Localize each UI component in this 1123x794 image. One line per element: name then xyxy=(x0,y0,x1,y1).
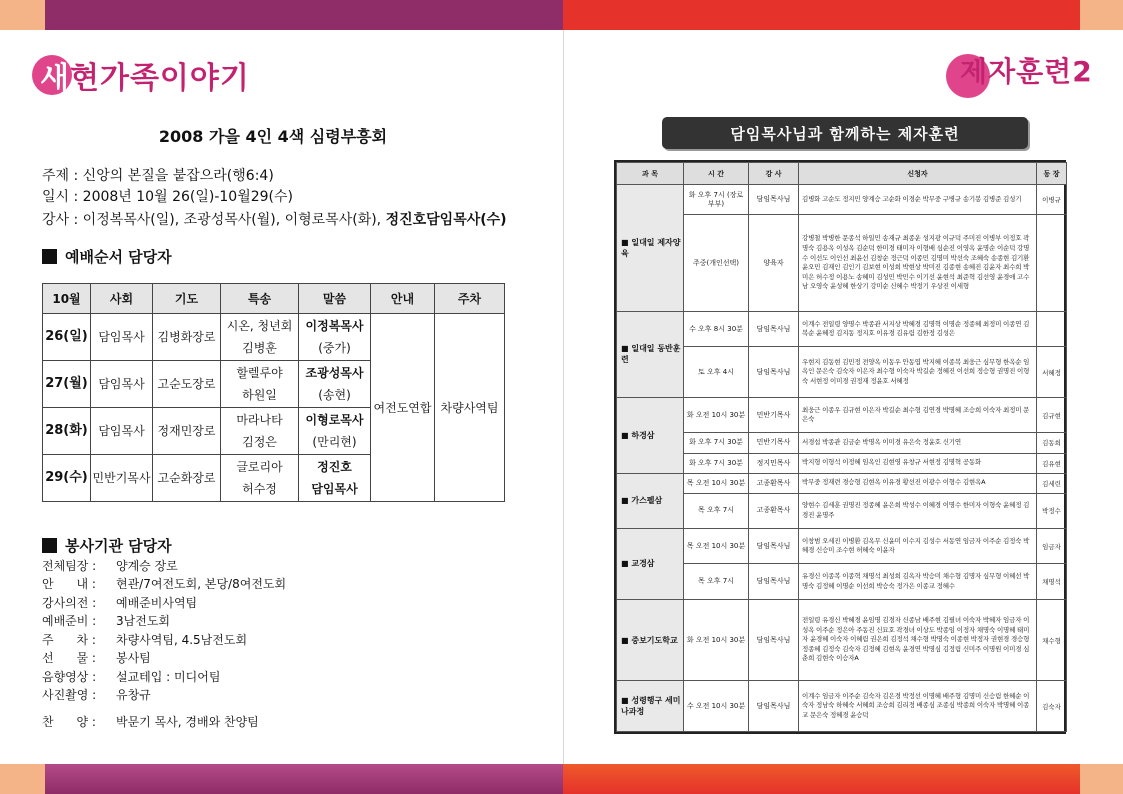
time-cell: 주중(개인선택) xyxy=(684,215,749,312)
list-item xyxy=(42,556,286,575)
list-item xyxy=(42,712,286,731)
header-cell: 시 간 xyxy=(684,163,749,185)
theme-line xyxy=(42,165,274,185)
leader-cell: 담임목사님 xyxy=(749,599,799,680)
subject-cell: ■ 일대일 제자양육 xyxy=(617,185,684,312)
list-item xyxy=(42,667,286,686)
special-line: 글로리아 xyxy=(236,460,283,474)
special-cell xyxy=(221,408,299,455)
date-cell: 28(화) xyxy=(43,408,91,455)
time-cell: 목 오전 10시 30분 xyxy=(684,529,749,564)
note-cell: 김동희 xyxy=(1037,433,1067,453)
schedule-header-row xyxy=(43,284,505,314)
host-cell: 민반기목사 xyxy=(91,455,153,502)
preacher-church: (송현) xyxy=(318,388,351,402)
header-cell: 주차 xyxy=(435,284,505,314)
preacher-church: 담임목사 xyxy=(311,482,358,496)
staff-value: 차량사역팀, 4.5남전도회 xyxy=(116,632,248,647)
names-cell: 서경섭 박종관 김금순 박명옥 이미경 유은숙 정윤호 신기연 xyxy=(799,433,1037,453)
list-item xyxy=(42,575,286,594)
staff-value: 예배준비사역팀 xyxy=(116,595,198,610)
family-story-logo xyxy=(32,52,250,98)
host-cell: 담임목사 xyxy=(91,361,153,408)
list-item xyxy=(42,593,286,612)
service-section-label: 봉사기관 담당자 xyxy=(65,537,172,555)
special-cell xyxy=(221,361,299,408)
leader-cell: 정지민목사 xyxy=(749,453,799,473)
leader-cell: 고종환목사 xyxy=(749,493,799,528)
preacher-name: 정진호 xyxy=(317,460,352,474)
square-bullet-icon xyxy=(42,538,57,553)
staff-role: 음향영상 : xyxy=(42,669,97,684)
list-item xyxy=(42,630,286,649)
time-cell: 화 오전 10시 30분 xyxy=(684,398,749,433)
names-cell: 최웅근 이종우 김규현 이은자 박길순 최수형 김연경 박명혜 조승희 이숙자 최정미 문은숙 xyxy=(799,398,1037,433)
speakers-bold: 정진호담임목사(수) xyxy=(385,212,507,228)
date-line xyxy=(42,186,293,206)
header-cell: 강 사 xyxy=(749,163,799,185)
special-line: 마라나타 xyxy=(236,413,283,427)
table-row xyxy=(617,681,1067,732)
preacher-church: (중가) xyxy=(318,341,351,355)
time-cell: 수 오후 8시 30분 xyxy=(684,311,749,346)
leader-cell: 담임목사님 xyxy=(749,681,799,732)
logo-text: 현가족이야기 xyxy=(69,61,250,96)
subject-cell: ■ 하경삼 xyxy=(617,398,684,474)
staff-value: 3남전도회 xyxy=(116,614,171,629)
service-section-title xyxy=(42,535,172,556)
staff-role: 안 내 : xyxy=(42,577,96,592)
note-cell: 임금자 xyxy=(1037,529,1067,564)
staff-role: 예배준비 : xyxy=(42,614,97,629)
prayer-cell: 김병화장로 xyxy=(153,314,221,361)
staff-role: 사진촬영 : xyxy=(42,688,97,703)
leader-cell: 민반기목사 xyxy=(749,433,799,453)
names-cell: 이창범 오세진 이병환 김옥무 신윤미 이수지 김성수 서동연 임금자 이주순 김정숙 박혜경 신승미 조수현 허혜숙 이윤자 xyxy=(799,529,1037,564)
preacher-cell xyxy=(299,314,371,361)
header-cell: 동 장 xyxy=(1037,163,1067,185)
staff-value: 현관/7여전도회, 본당/8여전도회 xyxy=(116,577,287,592)
staff-role: 찬 양 : xyxy=(42,714,96,729)
prayer-cell: 정재민장로 xyxy=(153,408,221,455)
staff-value: 양계승 장로 xyxy=(116,558,178,573)
special-line: 허수정 xyxy=(242,482,277,496)
preacher-cell xyxy=(299,408,371,455)
staff-role: 주 차 : xyxy=(42,632,96,647)
host-cell: 담임목사 xyxy=(91,408,153,455)
subject-cell: ■ 가스펠삼 xyxy=(617,473,684,528)
staff-role: 강사의전 : xyxy=(42,595,97,610)
discipleship-logo xyxy=(948,50,1093,98)
table-row xyxy=(617,493,1067,528)
names-cell: 이계수 전일령 양명수 박종관 서지상 박혜경 김명혁 이명순 정종혜 최정미 이종연 김복순 윤혜정 김지동 정지호 이유경 김유림 김한정 김성은 xyxy=(799,311,1037,346)
list-item xyxy=(42,612,286,631)
names-cell: 우현지 김동현 김민정 전양옥 이동우 안동엽 박지혜 이종복 최웅근 심무형 한옥순 임옥인 문은숙 김숙자 이은자 최수형 이숙자 박길순 정혜진 이선희 정승형 권명진 이형숙 서현정 이미경 권정재 정윤호 서혜정 xyxy=(799,347,1037,398)
table-row xyxy=(617,453,1067,473)
leader-cell: 담임목사님 xyxy=(749,564,799,599)
subject-cell: ■ 중보기도학교 xyxy=(617,599,684,680)
page-fold xyxy=(563,30,564,764)
guide-cell: 여전도연합 xyxy=(371,314,435,502)
preacher-cell xyxy=(299,455,371,502)
event-title: 2008 가을 4인 4색 심령부흥회 xyxy=(158,127,388,146)
header-cell: 과 목 xyxy=(617,163,684,185)
time-cell: 화 오후 7시 30분 xyxy=(684,433,749,453)
note-cell: 김유현 xyxy=(1037,453,1067,473)
subject-cell: ■ 성령행구 세미나과정 xyxy=(617,681,684,732)
table-row xyxy=(617,433,1067,453)
leader-cell: 담임목사님 xyxy=(749,185,799,215)
training-table xyxy=(616,162,1067,732)
special-cell xyxy=(221,455,299,502)
date-cell: 27(월) xyxy=(43,361,91,408)
header-cell: 안내 xyxy=(371,284,435,314)
host-cell: 담임목사 xyxy=(91,314,153,361)
worship-schedule-table xyxy=(42,283,505,502)
time-cell: 화 오후 7시 (장로부부) xyxy=(684,185,749,215)
time-cell: 화 오후 7시 30분 xyxy=(684,453,749,473)
table-row xyxy=(617,398,1067,433)
date-cell: 29(수) xyxy=(43,455,91,502)
leader-cell: 담임목사님 xyxy=(749,529,799,564)
preacher-church: (만리현) xyxy=(312,435,357,449)
table-row xyxy=(617,599,1067,680)
prayer-cell: 고순도장로 xyxy=(153,361,221,408)
special-cell xyxy=(221,314,299,361)
note-cell: 이병규 xyxy=(1037,185,1067,215)
preacher-name: 조광성목사 xyxy=(305,366,364,380)
staff-value: 유창규 xyxy=(116,688,151,703)
staff-value: 설교테입 : 미디어팀 xyxy=(116,669,221,684)
training-header-row xyxy=(617,163,1067,185)
preacher-cell xyxy=(299,361,371,408)
leader-cell: 양육자 xyxy=(749,215,799,312)
preacher-name: 이형로목사 xyxy=(305,413,364,427)
note-cell: 김규현 xyxy=(1037,398,1067,433)
table-row xyxy=(617,311,1067,346)
header-cell: 특송 xyxy=(221,284,299,314)
table-row xyxy=(617,473,1067,493)
note-cell xyxy=(1037,311,1067,346)
table-row xyxy=(43,314,505,361)
subject-cell: ■ 교경삼 xyxy=(617,529,684,600)
prayer-cell: 고순화장로 xyxy=(153,455,221,502)
header-cell: 기도 xyxy=(153,284,221,314)
names-cell: 박지형 이형석 이정혜 임옥인 김현영 유창규 서현정 김명혁 공동화 xyxy=(799,453,1037,473)
speakers-value: 이정복목사(일), 조광성목사(월), 이형로목사(화), xyxy=(82,212,386,228)
table-row xyxy=(617,347,1067,398)
time-cell: 목 오후 7시 xyxy=(684,493,749,528)
names-cell: 강병철 박병한 문종석 하일민 송재규 최종운 성지광 이규덕 주미진 이병부 이정호 곽명숙 김용옥 이성옥 김순덕 한미경 태미자 이형배 심순진 이영옥 윤명순 이순덕 강명수 이선도 이인선 최윤선 김창순 정근덕 이종민 김명미 박선숙 조혜숙 송종현 김기환 윤오민 김재인 김인기 김보현 이성희 박현상 박미진 김종현 송혜진 김윤자 최수희 박미은 허수정 이용노 송혜미 김성민 박민수 이기선 윤현석 최준혁 김선영 윤경애 고수남 오영숙 윤성혜 한상기 강미순 신혜수 박정기 우상진 이세형 xyxy=(799,215,1037,312)
staff-role: 전체팀장 : xyxy=(42,558,97,573)
logo-first-char: 제 xyxy=(960,55,989,88)
discipleship-banner: 담임목사님과 함께하는 제자훈련 xyxy=(662,117,1028,149)
names-cell: 이계수 임금자 이주순 김숙자 김은경 박정선 이명혜 배주형 김명미 신승림 한혜순 이숙자 정남숙 하혜숙 서혜희 조승희 김리정 배종심 조종심 박종희 이숙자 박명혜 이종교 문은숙 정혜경 윤승덕 xyxy=(799,681,1037,732)
top-decor-bar xyxy=(0,0,1123,30)
worship-section-label: 예배순서 담당자 xyxy=(65,248,172,266)
list-item xyxy=(42,686,286,705)
logo-first-char: 새 xyxy=(40,61,70,96)
names-cell: 김병화 고순도 정지민 양계승 고순화 이경순 박무중 구병규 송기봉 김병준 김성기 xyxy=(799,185,1037,215)
time-cell: 화 오전 10시 30분 xyxy=(684,599,749,680)
special-line: 김정은 xyxy=(242,435,277,449)
list-item xyxy=(42,649,286,668)
table-row xyxy=(617,215,1067,312)
table-row xyxy=(617,185,1067,215)
preacher-name: 이정복목사 xyxy=(305,319,364,333)
names-cell: 유경신 이종복 이종혁 채명석 최성희 김옥자 박승미 채수형 김명자 심무형 이혜선 박명숙 김정혜 이명순 이선희 박승숙 정가은 이종교 정혜수 xyxy=(799,564,1037,599)
names-cell: 박무중 정재련 경승형 김현옥 이유경 황선진 이광수 이형수 김현옥A xyxy=(799,473,1037,493)
time-cell: 목 오전 10시 30분 xyxy=(684,473,749,493)
leader-cell: 담임목사님 xyxy=(749,347,799,398)
staff-list xyxy=(42,556,286,731)
training-table-frame xyxy=(614,160,1066,734)
names-cell: 양현수 김세훈 권명진 정종혜 윤은희 박성수 이혜경 이명수 한미자 이형숙 윤혜정 김경진 윤명주 xyxy=(799,493,1037,528)
leader-cell: 고종환목사 xyxy=(749,473,799,493)
note-cell: 채명석 xyxy=(1037,564,1067,599)
date-value: 2008년 10월 26(일)-10월29(수) xyxy=(82,189,293,205)
special-line: 시온, 청년회 xyxy=(226,319,293,333)
header-cell: 말씀 xyxy=(299,284,371,314)
special-line: 할렐루야 xyxy=(236,366,283,380)
special-line: 하원일 xyxy=(242,388,277,402)
staff-value: 박문기 목사, 경배와 찬양팀 xyxy=(116,714,259,729)
time-cell: 토 오후 4시 xyxy=(684,347,749,398)
parking-cell: 차량사역팀 xyxy=(435,314,505,502)
staff-role: 선 물 : xyxy=(42,651,96,666)
time-cell: 목 오후 7시 xyxy=(684,564,749,599)
special-line: 김병훈 xyxy=(242,341,277,355)
staff-value: 봉사팀 xyxy=(116,651,151,666)
theme-label: 주제 : xyxy=(42,168,79,184)
header-cell: 10월 xyxy=(43,284,91,314)
time-cell: 수 오전 10시 30분 xyxy=(684,681,749,732)
note-cell: 김세린 xyxy=(1037,473,1067,493)
speakers-label: 강사 : xyxy=(42,212,79,228)
square-bullet-icon xyxy=(42,249,57,264)
note-cell xyxy=(1037,215,1067,312)
header-cell: 사회 xyxy=(91,284,153,314)
leader-cell: 민반기목사 xyxy=(749,398,799,433)
date-label: 일시 : xyxy=(42,189,79,205)
note-cell: 서혜정 xyxy=(1037,347,1067,398)
note-cell: 김숙자 xyxy=(1037,681,1067,732)
worship-section-title xyxy=(42,246,172,267)
speakers-line xyxy=(42,209,507,229)
table-row xyxy=(617,529,1067,564)
theme-value: 신앙의 본질을 붙잡으라(행6:4) xyxy=(82,168,274,184)
date-cell: 26(일) xyxy=(43,314,91,361)
names-cell: 전일령 유경신 박혜경 윤임명 김경자 신종남 배주현 김필녀 이숙자 박혜자 임금자 이성옥 이주순 정은아 주동진 신묘호 곽경녀 이상도 박종임 이정자 채명숙 이명혜 태미자 윤경혜 이숙자 이혜림 권은희 김정석 채수형 박명숙 이종현 박정자 권현경 경승형 정종혜 김정숙 김숙자 김정혜 김현옥 윤경연 박명심 김정림 신미주 이명원 이미경 심춘희 김현숙 이승자A xyxy=(799,599,1037,680)
table-row xyxy=(617,564,1067,599)
subject-cell: ■ 일대일 동반훈련 xyxy=(617,311,684,397)
note-cell: 박정수 xyxy=(1037,493,1067,528)
leader-cell: 담임목사님 xyxy=(749,311,799,346)
header-cell: 신청자 xyxy=(799,163,1037,185)
bottom-decor-bar xyxy=(0,764,1123,794)
logo-text: 자훈련2 xyxy=(988,55,1093,88)
note-cell: 채수형 xyxy=(1037,599,1067,680)
